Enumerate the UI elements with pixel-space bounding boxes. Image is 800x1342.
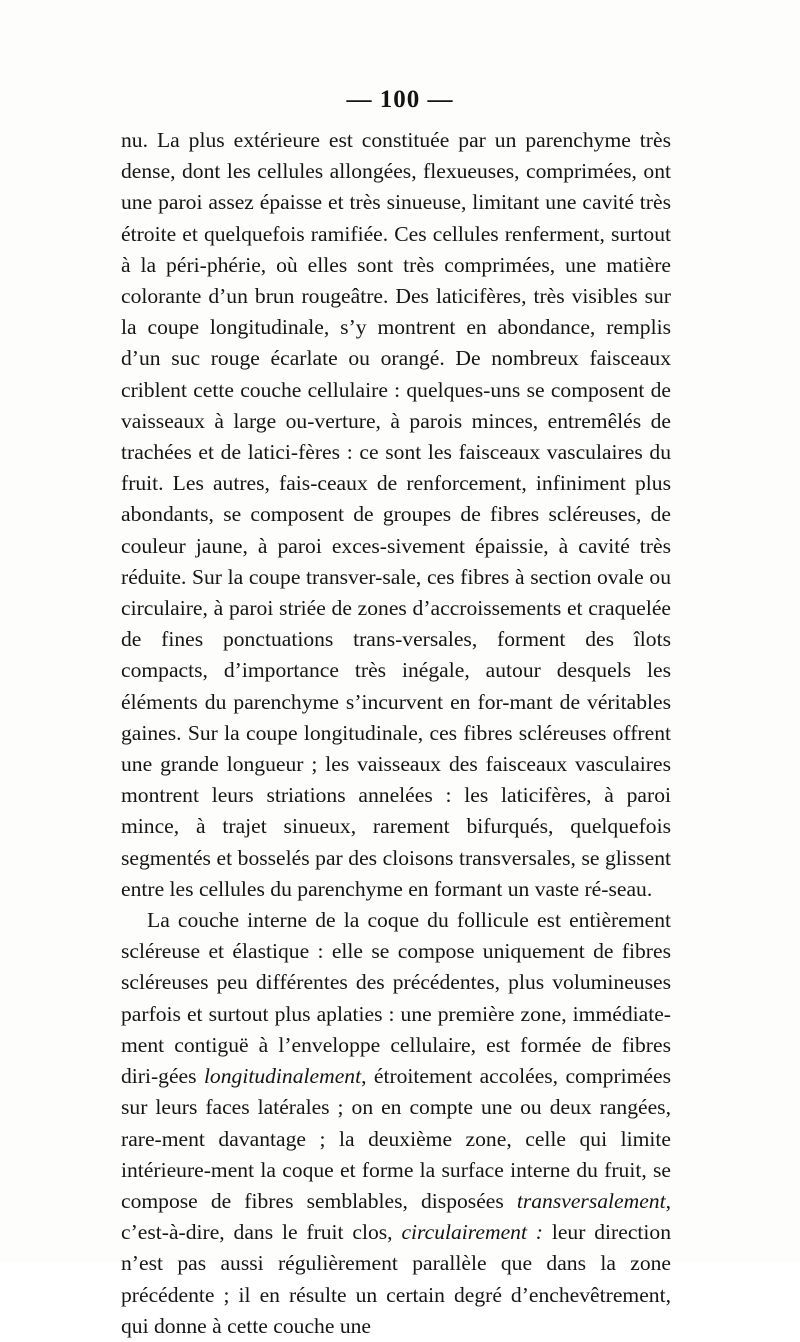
paragraph bbox=[121, 905, 671, 1342]
italic-text-run: transversalement bbox=[516, 1188, 666, 1213]
italic-text-run: circulairement : bbox=[401, 1220, 543, 1245]
text-run: La couche interne de la coque du follicule est entièrement scléreuse et élastique : elle se compose uniquement de fibres scléreuses peu différentes des précédentes, plus volumineuses parfois et surtout plus aplaties : une première zone, immédiate-ment contiguë à l’enveloppe cellulaire, est formée de fibres diri-gées bbox=[121, 908, 671, 1089]
page-number: — 100 — bbox=[346, 86, 454, 113]
text-run: , c’est-à-dire, dans le fruit clos, bbox=[121, 1188, 671, 1245]
body-text bbox=[121, 125, 671, 1342]
text-run: nu. La plus extérieure est constituée par un parenchyme très dense, dont les cellules allongées, flexueuses, comprimées, ont une paroi assez épaisse et très sinueuse, limitant une cavité très étroite et quelquefois ramifiée. Ces cellules renferment, surtout à la péri-phérie, où elles sont très comprimées, une matière colorante d’un brun rougeâtre. Des laticifères, très visibles sur la coupe longitudinale, s’y montrent en abondance, remplis d’un suc rouge écarlate ou orangé. De nombreux faisceaux criblent cette couche cellulaire : quelques-uns se composent de vaisseaux à large ou-verture, à parois minces, entremêlés de trachées et de latici-fères : ce sont les faisceaux vasculaires du fruit. Les autres, fais-ceaux de renforcement, infiniment plus abondants, se composent de groupes de fibres scléreuses, de couleur jaune, à paroi exces-sivement épaissie, à cavité très réduite. Sur la coupe transver-sale, ces fibres à section ovale ou circulaire, à paroi striée de zones d’accroissements et craquelée de fines ponctuations trans-versales, forment des îlots compacts, d’importance très inégale, autour desquels les éléments du parenchyme s’incurvent en for-mant de véritables gaines. Sur la coupe longitudinale, ces fibres scléreuses offrent une grande longueur ; les vaisseaux des faisceaux vasculaires montrent leurs striations annelées : les laticifères, à paroi mince, à trajet sinueux, rarement bifurqués, quelquefois segmentés et bosselés par des cloisons transversales, se glissent entre les cellules du parenchyme en formant un vaste ré-seau. bbox=[121, 128, 671, 901]
italic-text-run: longitudinalement bbox=[203, 1064, 362, 1089]
paragraph bbox=[121, 125, 671, 905]
text-run: , étroitement accolées, comprimées sur leurs faces latérales ; on en compte une ou deux rangées, rare-ment davantage ; la deuxième zone, celle qui limite intérieure-ment la coque et forme la surface interne du fruit, se compose de fibres semblables, disposées bbox=[121, 1064, 671, 1213]
text-run: leur direction n’est pas aussi régulièrement parallèle que dans la zone précédente ; il en résulte un certain degré d’enchevêtrement, qui donne à cette couche une bbox=[121, 1220, 671, 1338]
